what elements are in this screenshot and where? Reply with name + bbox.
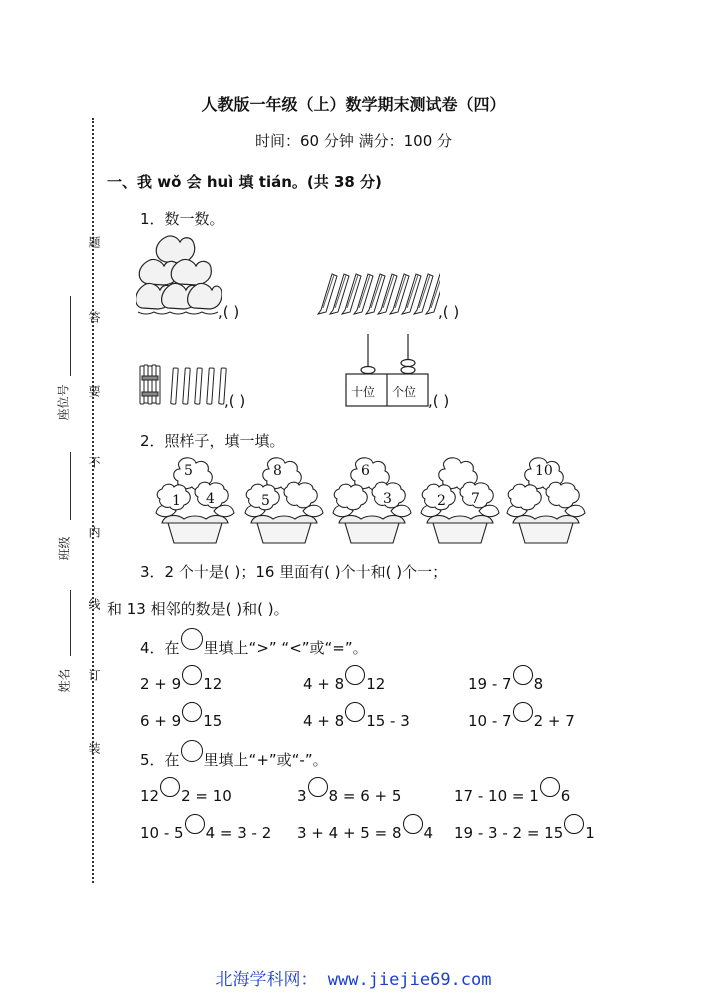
flower-pot <box>243 457 325 551</box>
answer-circle[interactable] <box>513 702 533 722</box>
q5-equation <box>297 784 401 805</box>
q4-label-pre: 4．在 <box>140 639 180 657</box>
sticks-image <box>138 362 228 408</box>
equation-right: 1 <box>585 824 595 842</box>
q4-equation <box>140 672 222 693</box>
q5-equation <box>297 821 433 842</box>
equation-right: 4 <box>423 824 434 842</box>
equation-left: 19 - 7 <box>468 675 512 693</box>
equation-left: 3 + 4 + 5 = 8 <box>297 824 402 842</box>
q5-label-post: 里填上“+”或“-”。 <box>203 751 328 769</box>
flower-number-top: 10 <box>535 463 553 479</box>
margin-char-6: 线 <box>87 598 101 610</box>
page-title: 人教版一年级（上）数学期末测试卷（四） <box>201 95 506 114</box>
pencils-image <box>314 270 440 318</box>
equation-right: 12 <box>366 675 386 693</box>
flower-number-right: 4 <box>206 491 215 507</box>
equation-left: 4 + 8 <box>303 712 345 730</box>
flower-number-left: 1 <box>172 493 181 509</box>
equation-right: 2 = 10 <box>181 787 232 805</box>
page-subtitle: 时间：60 分钟 满分：100 分 <box>254 132 453 150</box>
equation-left: 17 - 10 = 1 <box>454 787 539 805</box>
q1-blank-sticks[interactable]: ,( ) <box>224 392 246 410</box>
margin-char-8: 装 <box>87 742 101 754</box>
flower-pot-icon <box>154 457 236 547</box>
q1-blank-peaches[interactable]: ,( ) <box>218 303 240 321</box>
q1-label: 1．数一数。 <box>140 210 225 228</box>
flower-pot-icon <box>331 457 413 547</box>
margin-char-3: 要 <box>87 385 101 397</box>
binding-dotted-line <box>92 118 94 883</box>
equation-right: 4 = 3 - 2 <box>205 824 272 842</box>
q5-label <box>140 746 328 770</box>
equation-left: 2 + 9 <box>140 675 182 693</box>
equation-left: 12 <box>140 787 160 805</box>
answer-circle[interactable] <box>403 814 423 834</box>
answer-circle[interactable] <box>513 665 533 685</box>
equation-right: 6 <box>560 787 571 805</box>
equation-right: 15 - 3 <box>366 712 410 730</box>
q4-equation <box>468 709 575 730</box>
answer-circle[interactable] <box>182 665 202 685</box>
flower-number-left: 2 <box>437 493 446 509</box>
flower-number-right: 3 <box>383 491 392 507</box>
peaches-image <box>136 232 222 318</box>
q1-blank-pencils[interactable]: ,( ) <box>438 303 460 321</box>
answer-circle[interactable] <box>564 814 584 834</box>
q4-equation <box>468 672 543 693</box>
flower-pot <box>331 457 413 551</box>
q3-line-2[interactable]: 和 13 相邻的数是( )和( )。 <box>107 600 289 618</box>
q2-label: 2．照样子，填一填。 <box>140 432 285 450</box>
seat-number-line <box>70 296 71 376</box>
flower-number-top: 5 <box>184 463 193 479</box>
equation-left: 6 + 9 <box>140 712 182 730</box>
answer-circle[interactable] <box>345 665 365 685</box>
name-line <box>70 590 71 656</box>
footer-watermark: 北海学科网： www.jiejie69.com <box>215 970 492 990</box>
q1-blank-abacus[interactable]: ,( ) <box>428 392 450 410</box>
equation-left: 3 <box>297 787 307 805</box>
answer-circle[interactable] <box>345 702 365 722</box>
equation-right: 8 <box>533 675 544 693</box>
margin-char-4: 不 <box>87 456 101 468</box>
flower-pot-icon <box>419 457 501 547</box>
margin-char-5: 内 <box>87 526 101 538</box>
answer-circle[interactable] <box>185 814 205 834</box>
flower-pot-icon <box>243 457 325 547</box>
flower-number-right: 7 <box>471 491 480 507</box>
flower-pot <box>505 457 587 551</box>
name-label: 姓名 <box>57 668 72 693</box>
abacus-ones-label: 个位 <box>392 385 417 399</box>
flower-pot <box>154 457 236 551</box>
equation-left: 19 - 3 - 2 = 15 <box>454 824 564 842</box>
class-line <box>70 452 71 520</box>
margin-char-7: 订 <box>87 669 101 681</box>
equation-right: 8 = 6 + 5 <box>328 787 402 805</box>
answer-circle[interactable] <box>182 702 202 722</box>
circle-icon <box>181 628 203 650</box>
q4-equation <box>303 672 385 693</box>
q5-equation <box>140 784 232 805</box>
q3-line-1[interactable]: 3．2 个十是( )；16 里面有( )个十和( )个一； <box>140 563 448 581</box>
q4-label <box>140 634 368 658</box>
q4-label-post: 里填上“>” “<”或“=”。 <box>203 639 368 657</box>
equation-left: 4 + 8 <box>303 675 345 693</box>
equation-right: 12 <box>203 675 223 693</box>
answer-circle[interactable] <box>540 777 560 797</box>
q5-equation <box>454 821 595 842</box>
margin-char-2: 答 <box>87 311 101 323</box>
abacus-tens-label: 十位 <box>351 385 376 399</box>
margin-char-1: 题 <box>87 236 101 248</box>
equation-left: 10 - 5 <box>140 824 184 842</box>
q5-equation <box>454 784 570 805</box>
answer-circle[interactable] <box>308 777 328 797</box>
flower-number-top: 8 <box>273 463 282 479</box>
equation-left: 10 - 7 <box>468 712 512 730</box>
equation-right: 2 + 7 <box>533 712 575 730</box>
q5-label-pre: 5．在 <box>140 751 180 769</box>
answer-circle[interactable] <box>160 777 180 797</box>
section-1-heading: 一、我 wǒ 会 huì 填 tián。(共 38 分) <box>107 173 382 191</box>
seat-number-label: 座位号 <box>56 384 71 421</box>
circle-icon <box>181 740 203 762</box>
flower-number-left: 5 <box>261 493 270 509</box>
q4-equation <box>140 709 222 730</box>
equation-right: 15 <box>203 712 223 730</box>
class-label: 班级 <box>57 536 72 561</box>
q4-equation <box>303 709 410 730</box>
flower-pot <box>419 457 501 551</box>
flower-number-top: 6 <box>361 463 370 479</box>
q5-equation <box>140 821 271 842</box>
